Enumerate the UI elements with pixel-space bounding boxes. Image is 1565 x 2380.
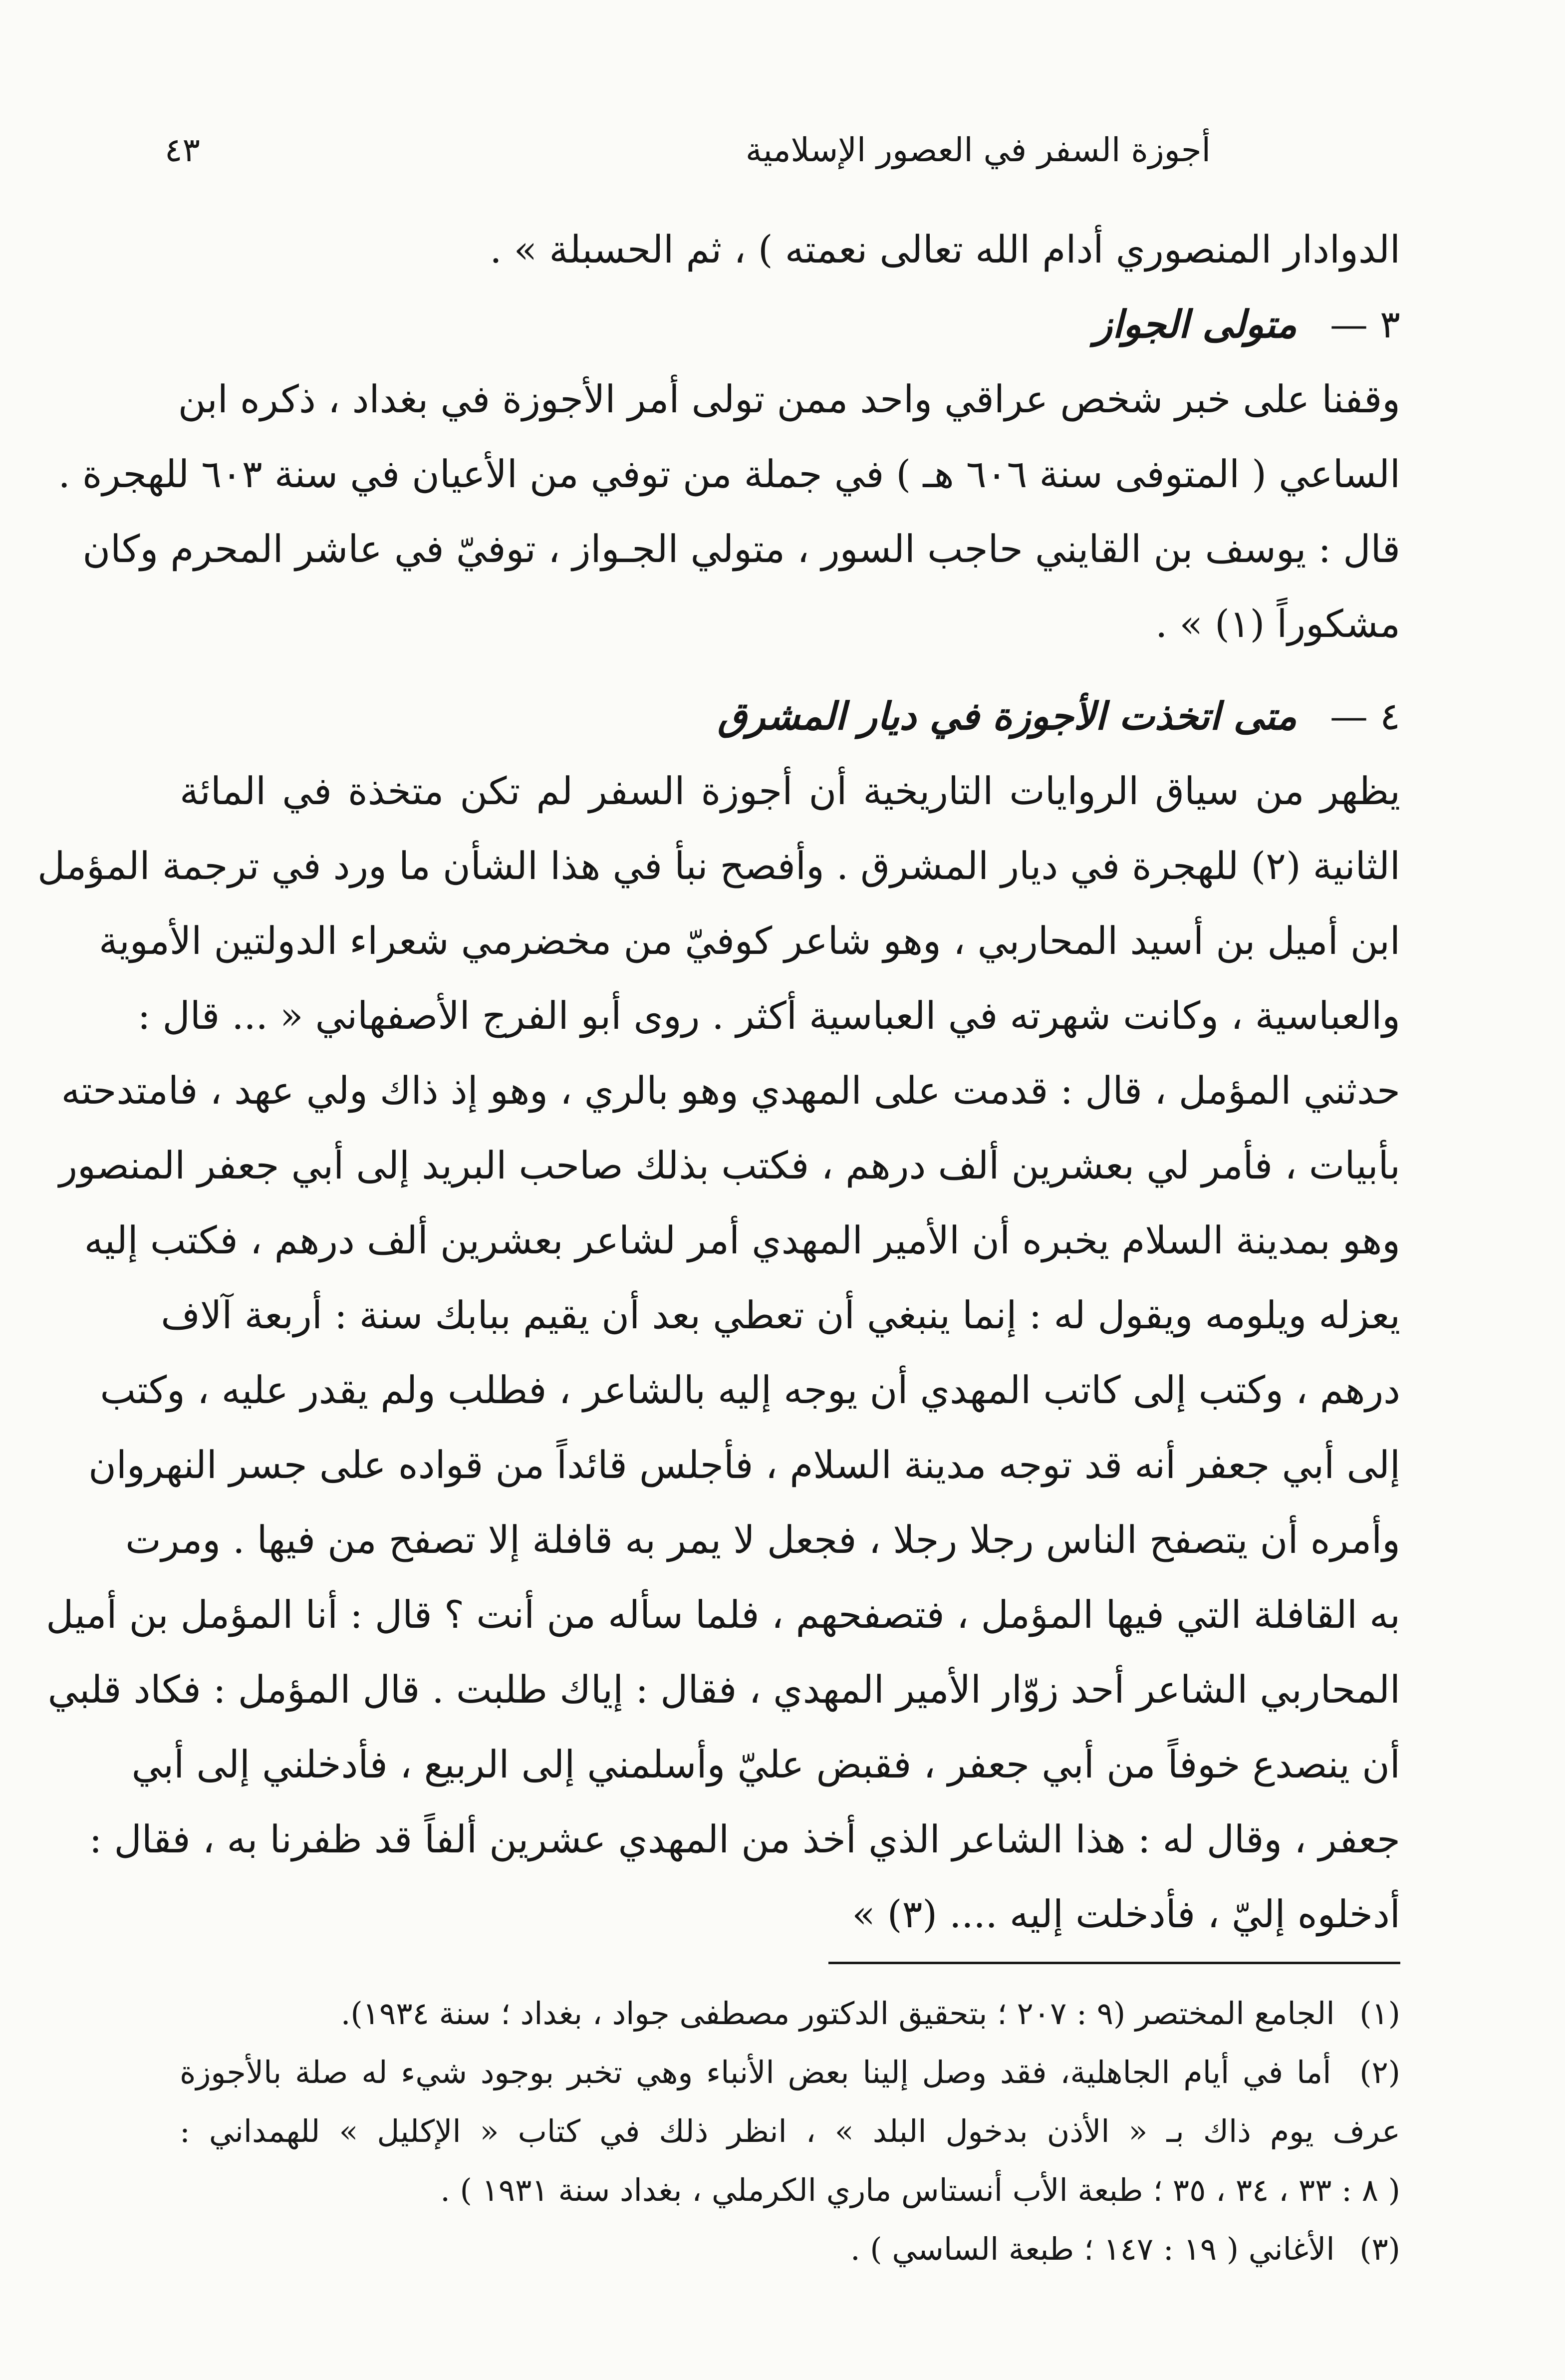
text-line: أن ينصدع خوفاً من أبي جعفر ، فقبض عليّ وأسلمني إلى الربيع ، فأدخلني إلى أبي xyxy=(131,1742,1400,1786)
page-number: ٤٣ xyxy=(165,130,200,169)
section-4-text xyxy=(37,754,1400,1952)
text-line: الثانية (٢) للهجرة في ديار المشرق . وأفصح نبأ في هذا الشأن ما ورد في ترجمة المؤمل xyxy=(37,844,1400,888)
footnote-text: أما في أيام الجاهلية، فقد وصل إلينا بعض الأنباء وهي تخبر بوجود شيء له صلة بالأجوزة xyxy=(180,2054,1331,2090)
section-number: ٣ — xyxy=(1330,302,1400,346)
footnotes xyxy=(180,1984,1400,2279)
text-line: يظهر من سياق الروايات التاريخية أن أجوزة السفر لم تكن متخذة في المائة xyxy=(180,769,1400,813)
text-line: به القافلة التي فيها المؤمل ، فتصفحهم ، فلما سأله من أنت ؟ قال : أنا المؤمل بن أميل xyxy=(46,1592,1400,1637)
section-3-text xyxy=(58,362,1400,661)
footnote-1 xyxy=(180,1984,1400,2043)
footnote-text: الجامع المختصر (٩ : ٢٠٧ ؛ بتحقيق الدكتور مصطفى جواد ، بغداد ؛ سنة ١٩٣٤). xyxy=(340,1995,1335,2032)
footnote-divider xyxy=(828,1962,1400,1964)
text-line: الدوادار المنصوري أدام الله تعالى نعمته ) ، ثم الحسبلة » . xyxy=(490,227,1400,272)
section-title: متولى الجواز xyxy=(1094,302,1297,346)
running-header xyxy=(165,122,1400,177)
footnote-marker: (٣) xyxy=(1359,2231,1400,2267)
body-text-top xyxy=(180,212,1400,287)
footnote-text: الأغاني ( ١٩ : ١٤٧ ؛ طبعة الساسي ) . xyxy=(850,2231,1335,2267)
text-line: الساعي ( المتوفى سنة ٦٠٦ هـ ) في جملة من توفي من الأعيان في سنة ٦٠٣ للهجرة . xyxy=(58,452,1400,496)
text-line: بأبيات ، فأمر لي بعشرين ألف درهم ، فكتب بذلك صاحب البريد إلى أبي جعفر المنصور xyxy=(59,1143,1400,1188)
text-line: إلى أبي جعفر أنه قد توجه مدينة السلام ، فأجلس قائداً من قواده على جسر النهروان xyxy=(88,1443,1400,1487)
text-line: مشكوراً (١) » . xyxy=(1155,601,1400,646)
text-line: حدثني المؤمل ، قال : قدمت على المهدي وهو بالري ، وهو إذ ذاك ولي عهد ، فامتدحته xyxy=(61,1068,1400,1113)
text-line: يعزله ويلومه ويقول له : إنما ينبغي أن تعطي بعد أن يقيم ببابك سنة : أربعة آلاف xyxy=(161,1293,1400,1337)
text-line: وقفنا على خبر شخص عراقي واحد ممن تولى أمر الأجوزة في بغداد ، ذكره ابن xyxy=(178,377,1400,421)
footnote-2-cont: ( ٨ : ٣٣ ، ٣٤ ، ٣٥ ؛ طبعة الأب أنستاس ماري الكرملي ، بغداد سنة ١٩٣١ ) . xyxy=(440,2172,1400,2208)
text-line: جعفر ، وقال له : هذا الشاعر الذي أخذ من المهدي عشرين ألفاً قد ظفرنا به ، فقال : xyxy=(89,1817,1400,1861)
footnote-marker: (١) xyxy=(1359,1995,1400,2032)
footnote-2-cont: عرف يوم ذاك بـ « الأذن بدخول البلد » ، انظر ذلك في كتاب « الإكليل » للهمداني : xyxy=(180,2113,1400,2149)
section-number: ٤ — xyxy=(1330,694,1400,738)
section-title: متى اتخذت الأجوزة في ديار المشرق xyxy=(717,694,1297,738)
section-4-heading xyxy=(180,679,1400,754)
running-title: أجوزة السفر في العصور الإسلامية xyxy=(745,130,1211,169)
text-line: درهم ، وكتب إلى كاتب المهدي أن يوجه إليه بالشاعر ، فطلب ولم يقدر عليه ، وكتب xyxy=(100,1368,1400,1412)
text-line: وأمره أن يتصفح الناس رجلا رجلا ، فجعل لا يمر به قافلة إلا تصفح من فيها . ومرت xyxy=(125,1517,1400,1562)
text-line: أدخلوه إليّ ، فأدخلت إليه .... (٣) » xyxy=(852,1892,1400,1936)
footnote-3 xyxy=(180,2220,1400,2279)
section-3-heading xyxy=(180,287,1400,362)
text-line: المحاربي الشاعر أحد زوّار الأمير المهدي ، فقال : إياك طلبت . قال المؤمل : فكاد قلبي xyxy=(47,1667,1400,1712)
text-line: قال : يوسف بن القايني حاجب السور ، متولي الجـواز ، توفيّ في عاشر المحرم وكان xyxy=(82,527,1400,571)
text-line: ابن أميل بن أسيد المحاربي ، وهو شاعر كوفيّ من مخضرمي شعراء الدولتين الأموية xyxy=(99,918,1400,963)
text-line: وهو بمدينة السلام يخبره أن الأمير المهدي أمر لشاعر بعشرين ألف درهم ، فكتب إليه xyxy=(84,1218,1400,1262)
footnote-marker: (٢) xyxy=(1359,2054,1400,2090)
footnote-2 xyxy=(180,2043,1400,2102)
text-line: والعباسية ، وكانت شهرته في العباسية أكثر . روى أبو الفرج الأصفهاني « ... قال : xyxy=(137,993,1400,1038)
